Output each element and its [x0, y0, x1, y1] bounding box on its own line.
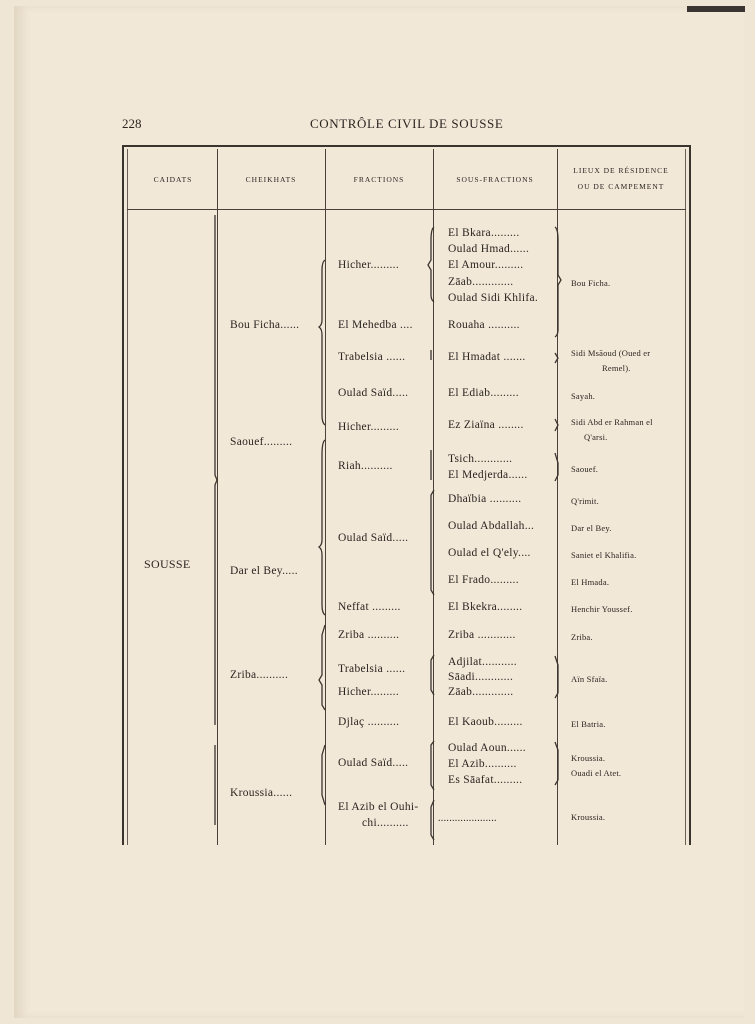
lieu: Sidi Abd er Rahman el [571, 417, 653, 427]
fraction-name: Zriba .......... [338, 629, 400, 641]
lieu: Q'rimit. [571, 496, 599, 506]
lieu: El Hmada. [571, 577, 610, 587]
sous-fraction: Oulad Abdallah... [448, 520, 535, 532]
sous-fraction: Sāadi............ [448, 671, 514, 683]
sous-fraction: Oulad Hmad...... [448, 243, 530, 255]
sous-fraction: El Hmadat ....... [448, 351, 526, 363]
fraction-name: Hicher......... [338, 421, 400, 433]
fraction-name: Trabelsia ...... [338, 663, 406, 675]
lieu: Bou Ficha. [571, 278, 611, 288]
sous-fraction: Es Sāafat......... [448, 774, 523, 786]
sous-fraction: El Frado......... [448, 574, 519, 586]
fraction-name: Hicher......... [338, 686, 400, 698]
fraction-name: Neffat ......... [338, 601, 401, 613]
header-cheikhats: CHEIKHATS [245, 175, 297, 184]
fraction-name: El Azib el Ouhi- [338, 801, 419, 813]
lieu: Sidi Msāoud (Oued er [571, 348, 651, 358]
caidat-name: SOUSSE [144, 557, 191, 571]
lieu: Remel). [602, 363, 631, 373]
fraction-name: Trabelsia ...... [338, 351, 406, 363]
fraction-name: Oulad Saïd..... [338, 532, 409, 544]
lieu: Saniet el Khalifia. [571, 550, 637, 560]
sous-fraction: El Amour......... [448, 259, 524, 271]
sous-fraction: Tsich............ [448, 453, 513, 465]
sous-fraction: El Ediab......... [448, 387, 519, 399]
sous-fraction: Oulad el Q'ely.... [448, 547, 531, 559]
header-fractions: FRACTIONS [353, 175, 405, 184]
sous-fraction: Zāab............. [448, 686, 514, 698]
sous-fraction: Zāab............. [448, 276, 514, 288]
lieu: Kroussia. [571, 753, 606, 763]
grouping-braces [122, 145, 691, 845]
header-caidats: CAIDATS [153, 175, 193, 184]
lieu: Q'arsi. [584, 432, 608, 442]
fraction-name: Djlaç .......... [338, 716, 400, 728]
cheikhat-name: Saouef......... [230, 436, 293, 448]
sous-fraction: Zriba ............ [448, 629, 516, 641]
fraction-name: Hicher......... [338, 259, 400, 271]
header-lieux-line1: LIEUX DE RÉSIDENCE [573, 166, 669, 175]
fraction-name: chi.......... [362, 817, 409, 829]
page-corner-mark [687, 6, 745, 12]
sous-fraction: El Bkara......... [448, 227, 520, 239]
sous-fraction: Ez Ziaïna ........ [448, 419, 524, 431]
sous-fraction: Adjilat........... [448, 656, 517, 668]
header-lieux-line2: OU DE CAMPEMENT [577, 182, 665, 191]
sous-fraction: Oulad Aoun...... [448, 742, 526, 754]
lieu: Aïn Sfaïa. [571, 674, 608, 684]
lieu: Dar el Bey. [571, 523, 612, 533]
cheikhat-name: Bou Ficha...... [230, 319, 300, 331]
header-sous-fractions: SOUS-FRACTIONS [456, 175, 534, 184]
lieu: Ouadi el Atet. [571, 768, 622, 778]
lieu: Sayah. [571, 391, 596, 401]
lieu: Zriba. [571, 632, 593, 642]
fraction-name: Riah.......... [338, 460, 393, 472]
sous-fraction: El Azib.......... [448, 758, 517, 770]
sous-fraction: ..................... [438, 813, 497, 824]
sous-fraction: El Medjerda...... [448, 469, 528, 481]
page-number: 228 [122, 116, 142, 131]
administrative-table [122, 145, 691, 845]
lieu: Saouef. [571, 464, 599, 474]
running-title: CONTRÔLE CIVIL DE SOUSSE [310, 116, 504, 131]
sous-fraction: Oulad Sidi Khlifa. [448, 292, 539, 304]
sous-fraction: Rouaha .......... [448, 319, 520, 331]
lieu: Kroussia. [571, 812, 606, 822]
cheikhat-name: Dar el Bey..... [230, 565, 298, 577]
sous-fraction: El Bkekra........ [448, 601, 523, 613]
lieu: El Batria. [571, 719, 606, 729]
fraction-name: El Mehedba .... [338, 319, 413, 331]
sous-fraction: Dhaïbia .......... [448, 493, 522, 505]
fraction-name: Oulad Saïd..... [338, 387, 409, 399]
lieu: Henchir Youssef. [571, 604, 633, 614]
cheikhat-name: Kroussia...... [230, 787, 293, 799]
cheikhat-name: Zriba.......... [230, 669, 289, 681]
sous-fraction: El Kaoub......... [448, 716, 523, 728]
fraction-name: Oulad Saïd..... [338, 757, 409, 769]
